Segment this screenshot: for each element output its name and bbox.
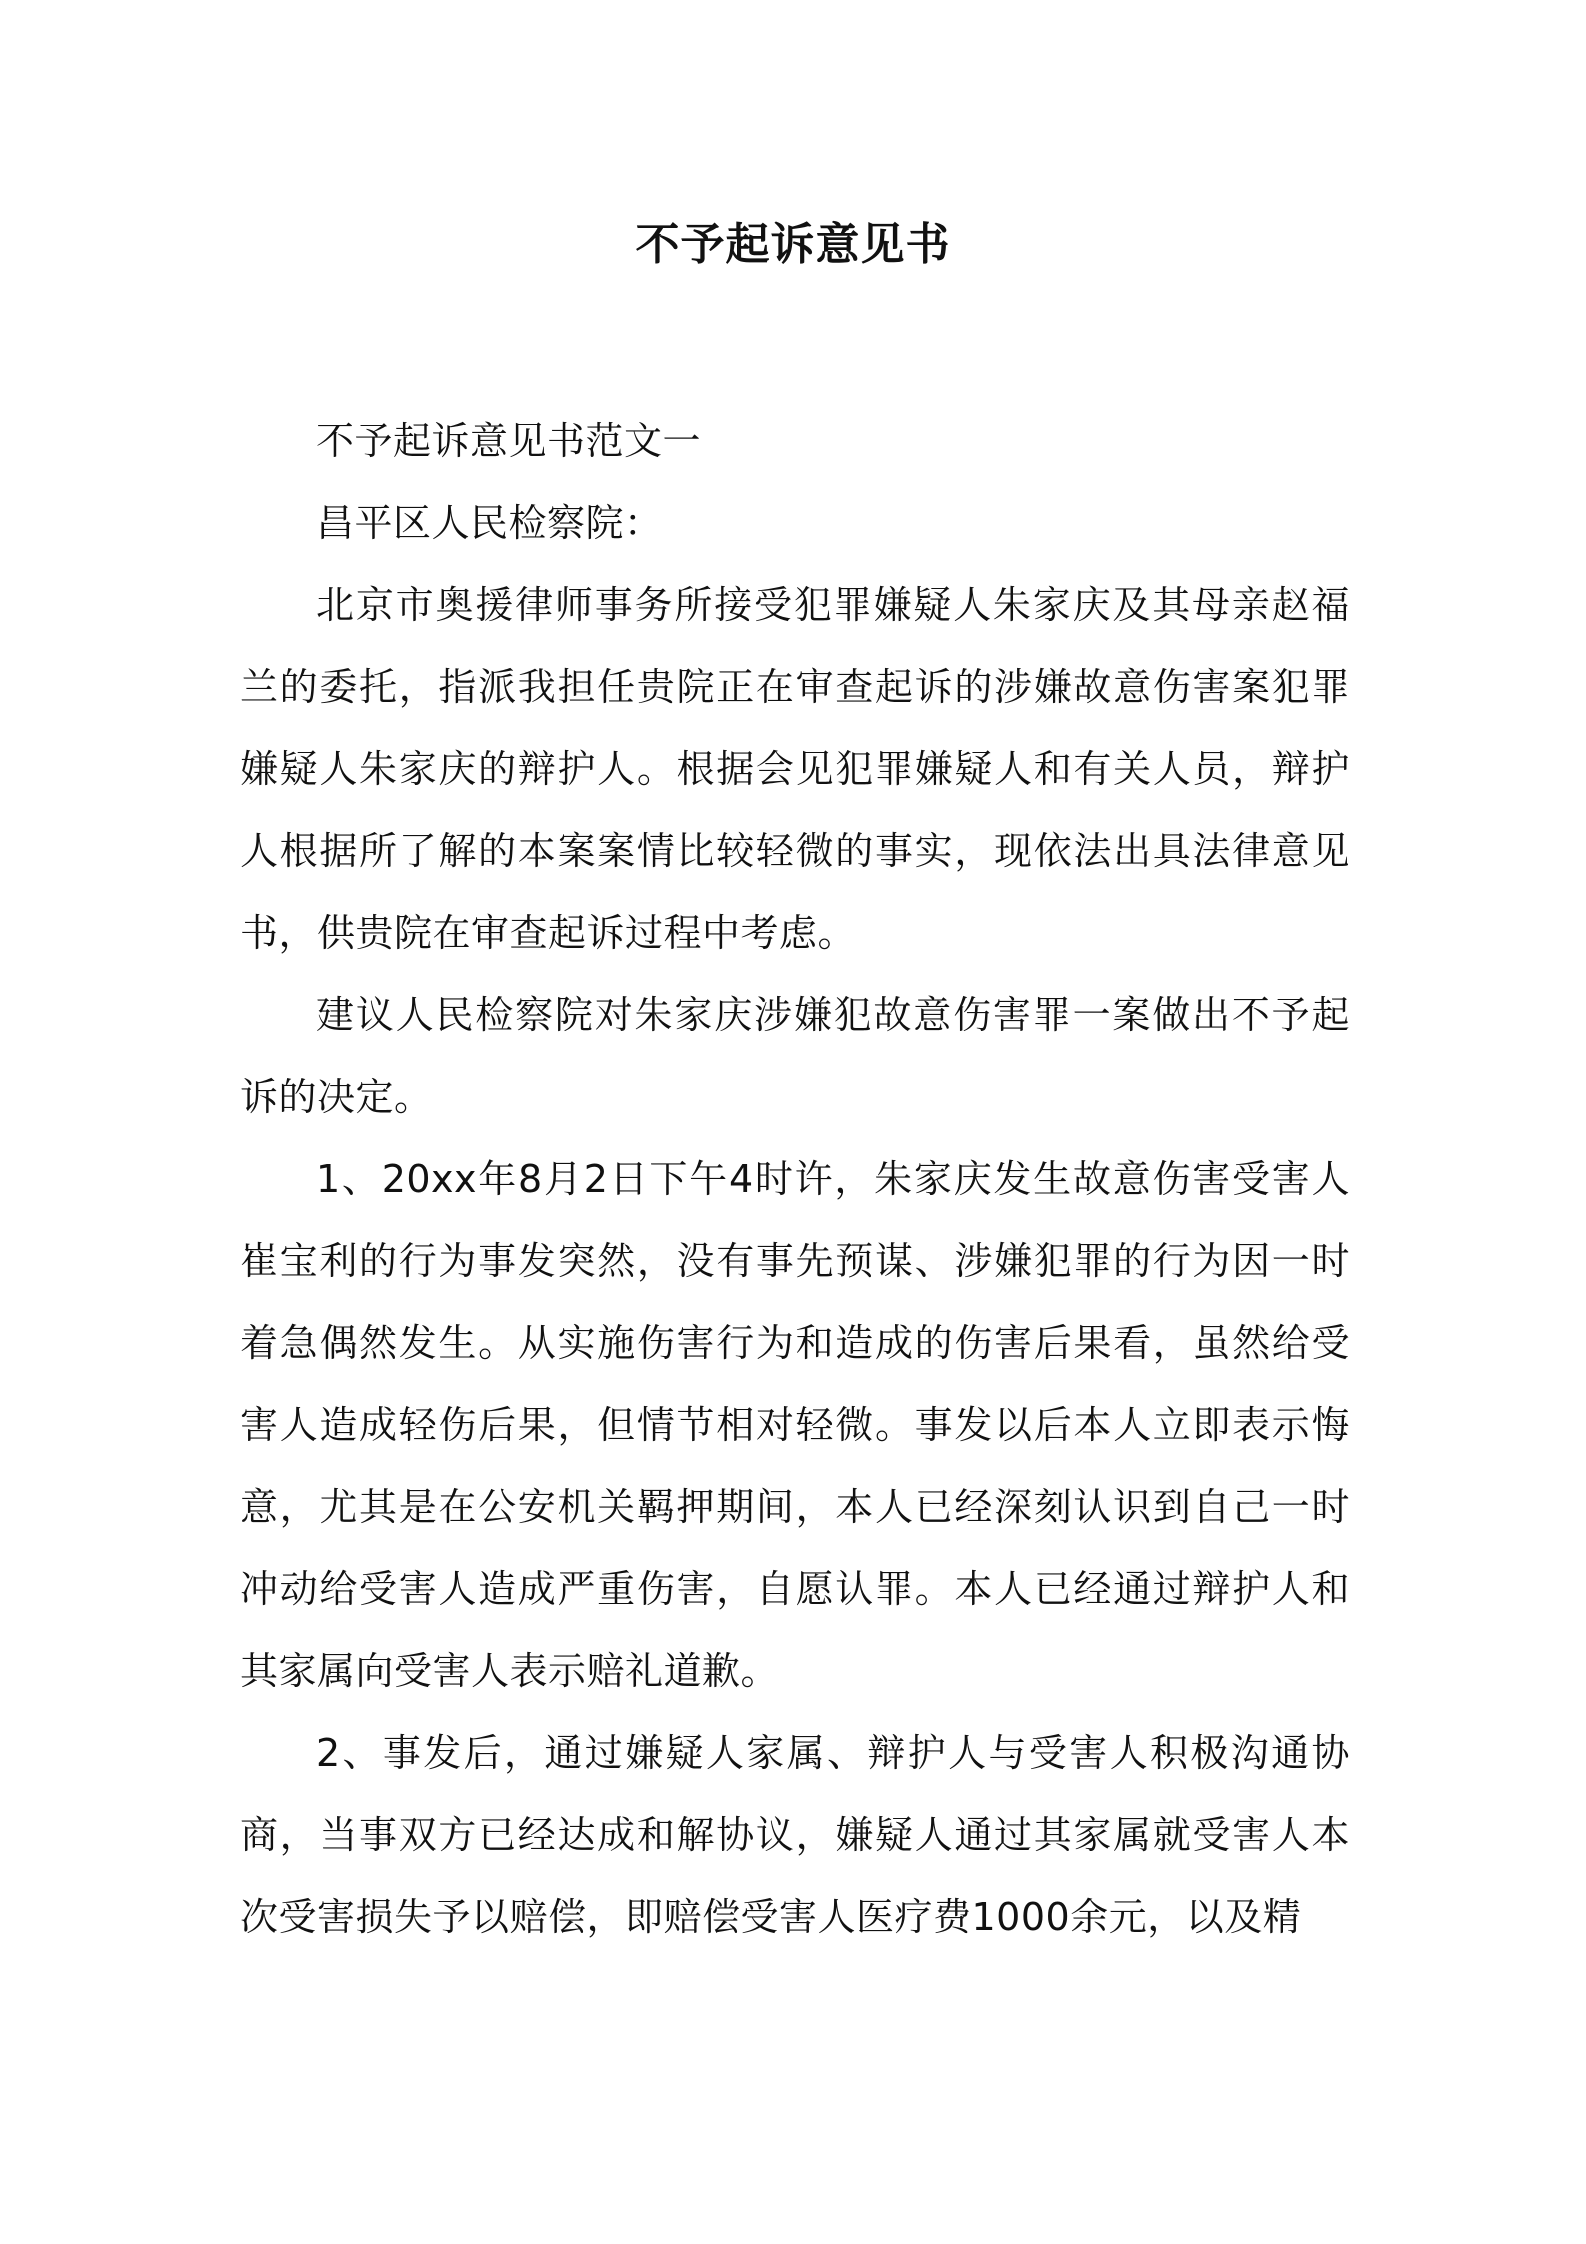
document-body — [240, 400, 1350, 1958]
paragraph-point-1: 1、20xx年8月2日下午4时许，朱家庆发生故意伤害受害人崔宝利的行为事发突然，没有事先预谋、涉嫌犯罪的行为因一时着急偶然发生。从实施伤害行为和造成的伤害后果看，虽然给受害人造成轻伤后果，但情节相对轻微。事发以后本人立即表示悔意，尤其是在公安机关羁押期间，本人已经深刻认识到自己一时冲动给受害人造成严重伤害，自愿认罪。本人已经通过辩护人和其家属向受害人表示赔礼道歉。 — [240, 1157, 1350, 1693]
paragraph-recommendation: 建议人民检察院对朱家庆涉嫌犯故意伤害罪一案做出不予起诉的决定。 — [240, 993, 1350, 1119]
paragraph-point-2: 2、事发后，通过嫌疑人家属、辩护人与受害人积极沟通协商，当事双方已经达成和解协议，嫌疑人通过其家属就受害人本次受害损失予以赔偿，即赔偿受害人医疗费1000余元，以及精 — [240, 1731, 1350, 1939]
document-title: 不予起诉意见书 — [635, 219, 951, 270]
section-heading: 不予起诉意见书范文一 — [316, 419, 702, 463]
addressee: 昌平区人民检察院： — [316, 501, 663, 545]
paragraph-intro: 北京市奥援律师事务所接受犯罪嫌疑人朱家庆及其母亲赵福兰的委托，指派我担任贵院正在审查起诉的涉嫌故意伤害案犯罪嫌疑人朱家庆的辩护人。根据会见犯罪嫌疑人和有关人员，辩护人根据所了解的本案案情比较轻微的事实，现依法出具法律意见书，供贵院在审查起诉过程中考虑。 — [240, 583, 1350, 955]
